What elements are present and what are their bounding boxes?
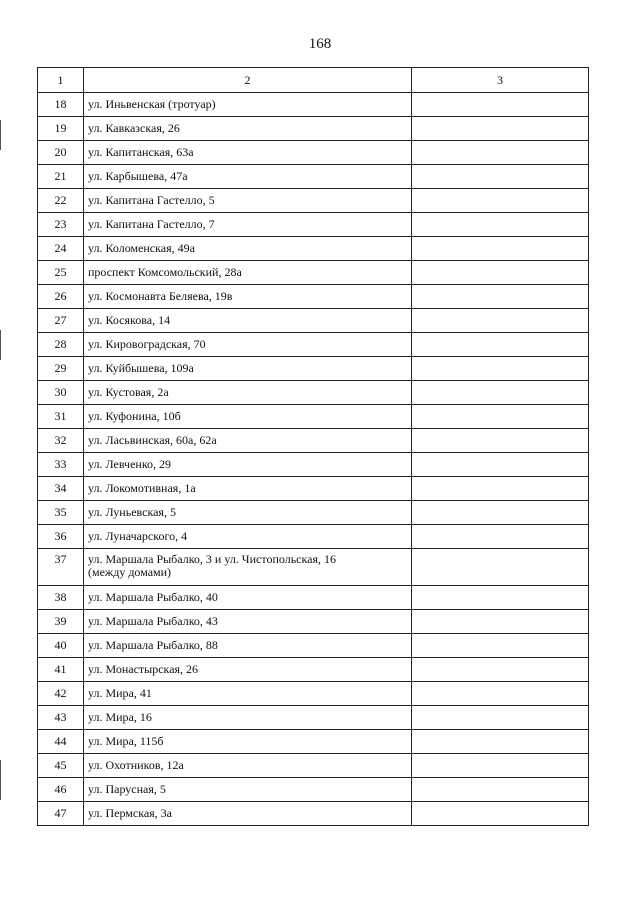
scan-edge-mark [0, 760, 1, 800]
address-cell [84, 682, 412, 706]
address-text: ул. Иньвенская (тротуар) [88, 97, 216, 111]
address-cell [84, 754, 412, 778]
row-number: 38 [38, 586, 84, 610]
address-table [37, 67, 589, 826]
row-number: 25 [38, 261, 84, 285]
table-row [38, 165, 589, 189]
row-number: 26 [38, 285, 84, 309]
address-cell [84, 802, 412, 826]
address-cell [84, 189, 412, 213]
col3-cell [412, 586, 589, 610]
col3-cell [412, 261, 589, 285]
address-text: ул. Капитанская, 63а [88, 145, 194, 159]
table-row [38, 706, 589, 730]
row-number: 22 [38, 189, 84, 213]
row-number: 24 [38, 237, 84, 261]
row-number: 36 [38, 525, 84, 549]
table-row [38, 501, 589, 525]
row-number: 31 [38, 405, 84, 429]
address-text: ул. Космонавта Беляева, 19в [88, 289, 233, 303]
row-number: 20 [38, 141, 84, 165]
address-text: ул. Пермская, 3а [88, 806, 173, 820]
row-number: 39 [38, 610, 84, 634]
row-number: 23 [38, 213, 84, 237]
address-cell [84, 405, 412, 429]
col3-cell [412, 706, 589, 730]
table-row [38, 333, 589, 357]
col3-cell [412, 549, 589, 586]
address-text: ул. Капитана Гастелло, 7 [88, 217, 215, 231]
row-number: 42 [38, 682, 84, 706]
col3-cell [412, 610, 589, 634]
header-col-3: 3 [412, 68, 589, 93]
table-row [38, 778, 589, 802]
col3-cell [412, 285, 589, 309]
address-text: ул. Охотников, 12а [88, 758, 184, 772]
col3-cell [412, 477, 589, 501]
col3-cell [412, 658, 589, 682]
row-number: 19 [38, 117, 84, 141]
row-number: 27 [38, 309, 84, 333]
address-text: проспект Комсомольский, 28а [88, 265, 242, 279]
table-row [38, 658, 589, 682]
table-row [38, 237, 589, 261]
address-text: ул. Ласьвинская, 60а, 62а [88, 433, 217, 447]
row-number: 45 [38, 754, 84, 778]
table-row [38, 309, 589, 333]
table-row [38, 802, 589, 826]
col3-cell [412, 237, 589, 261]
address-text: ул. Мира, 16 [88, 710, 152, 724]
row-number: 21 [38, 165, 84, 189]
scan-edge-mark [0, 330, 1, 360]
address-cell [84, 333, 412, 357]
table-row [38, 525, 589, 549]
col3-cell [412, 141, 589, 165]
table-row [38, 285, 589, 309]
address-cell [84, 501, 412, 525]
table-row [38, 682, 589, 706]
address-cell [84, 237, 412, 261]
address-text: ул. Луначарского, 4 [88, 529, 188, 543]
address-cell [84, 285, 412, 309]
col3-cell [412, 634, 589, 658]
col3-cell [412, 357, 589, 381]
col3-cell [412, 525, 589, 549]
address-text: ул. Косякова, 14 [88, 313, 171, 327]
address-text: ул. Кировоградская, 70 [88, 337, 206, 351]
col3-cell [412, 778, 589, 802]
row-number: 29 [38, 357, 84, 381]
address-cell [84, 429, 412, 453]
address-text: ул. Кустовая, 2а [88, 385, 169, 399]
row-number: 28 [38, 333, 84, 357]
address-cell [84, 213, 412, 237]
col3-cell [412, 429, 589, 453]
address-text: ул. Парусная, 5 [88, 782, 166, 796]
address-cell [84, 93, 412, 117]
table-row [38, 93, 589, 117]
col3-cell [412, 333, 589, 357]
row-number: 18 [38, 93, 84, 117]
table-row [38, 610, 589, 634]
row-number: 47 [38, 802, 84, 826]
address-cell [84, 165, 412, 189]
address-text: ул. Мира, 115б [88, 734, 164, 748]
col3-cell [412, 754, 589, 778]
address-text: ул. Куйбышева, 109а [88, 361, 194, 375]
header-col-2: 2 [84, 68, 412, 93]
col3-cell [412, 189, 589, 213]
row-number: 43 [38, 706, 84, 730]
table-row [38, 453, 589, 477]
table-row [38, 213, 589, 237]
table-row [38, 261, 589, 285]
address-cell [84, 117, 412, 141]
address-cell [84, 477, 412, 501]
address-cell [84, 634, 412, 658]
table-row [38, 634, 589, 658]
row-number: 41 [38, 658, 84, 682]
row-number: 35 [38, 501, 84, 525]
table-row [38, 429, 589, 453]
scan-edge-mark [0, 120, 1, 150]
address-text: ул. Монастырская, 26 [88, 662, 199, 676]
row-number: 30 [38, 381, 84, 405]
table-row [38, 381, 589, 405]
table-header-row [38, 68, 589, 93]
col3-cell [412, 117, 589, 141]
address-text: ул. Маршала Рыбалко, 43 [88, 614, 218, 628]
row-number: 37 [38, 549, 84, 586]
address-text: ул. Левченко, 29 [88, 457, 172, 471]
address-cell [84, 610, 412, 634]
row-number: 40 [38, 634, 84, 658]
address-text: ул. Маршала Рыбалко, 3 и ул. Чистопольская, 16 [88, 552, 336, 566]
address-cell [84, 453, 412, 477]
address-cell [84, 261, 412, 285]
table-row [38, 405, 589, 429]
address-cell [84, 357, 412, 381]
address-text: ул. Мира, 41 [88, 686, 152, 700]
table-row [38, 117, 589, 141]
address-text: ул. Карбышева, 47а [88, 169, 188, 183]
address-cell [84, 586, 412, 610]
address-text: ул. Кавказская, 26 [88, 121, 180, 135]
address-text: ул. Маршала Рыбалко, 40 [88, 590, 218, 604]
address-cell [84, 525, 412, 549]
address-text: ул. Локомотивная, 1а [88, 481, 196, 495]
address-cell [84, 141, 412, 165]
address-text: ул. Капитана Гастелло, 5 [88, 193, 215, 207]
table-row [38, 357, 589, 381]
address-cell [84, 778, 412, 802]
header-col-1: 1 [38, 68, 84, 93]
address-cell [84, 309, 412, 333]
table-row [38, 549, 589, 586]
address-text: ул. Луньевская, 5 [88, 505, 176, 519]
table-row [38, 141, 589, 165]
col3-cell [412, 453, 589, 477]
col3-cell [412, 165, 589, 189]
address-cell [84, 549, 412, 586]
table-row [38, 730, 589, 754]
table-row [38, 189, 589, 213]
col3-cell [412, 501, 589, 525]
row-number: 33 [38, 453, 84, 477]
address-cell [84, 730, 412, 754]
col3-cell [412, 802, 589, 826]
address-cell [84, 658, 412, 682]
col3-cell [412, 730, 589, 754]
col3-cell [412, 381, 589, 405]
address-text: ул. Куфонина, 10б [88, 409, 181, 423]
address-text: (между домами) [88, 565, 172, 579]
col3-cell [412, 213, 589, 237]
address-cell [84, 706, 412, 730]
col3-cell [412, 309, 589, 333]
row-number: 44 [38, 730, 84, 754]
row-number: 32 [38, 429, 84, 453]
address-cell [84, 381, 412, 405]
col3-cell [412, 93, 589, 117]
table-row [38, 477, 589, 501]
address-text: ул. Коломенская, 49а [88, 241, 195, 255]
col3-cell [412, 405, 589, 429]
table-row [38, 586, 589, 610]
row-number: 46 [38, 778, 84, 802]
table-row [38, 754, 589, 778]
col3-cell [412, 682, 589, 706]
row-number: 34 [38, 477, 84, 501]
page-number: 168 [308, 36, 332, 52]
address-text: ул. Маршала Рыбалко, 88 [88, 638, 218, 652]
